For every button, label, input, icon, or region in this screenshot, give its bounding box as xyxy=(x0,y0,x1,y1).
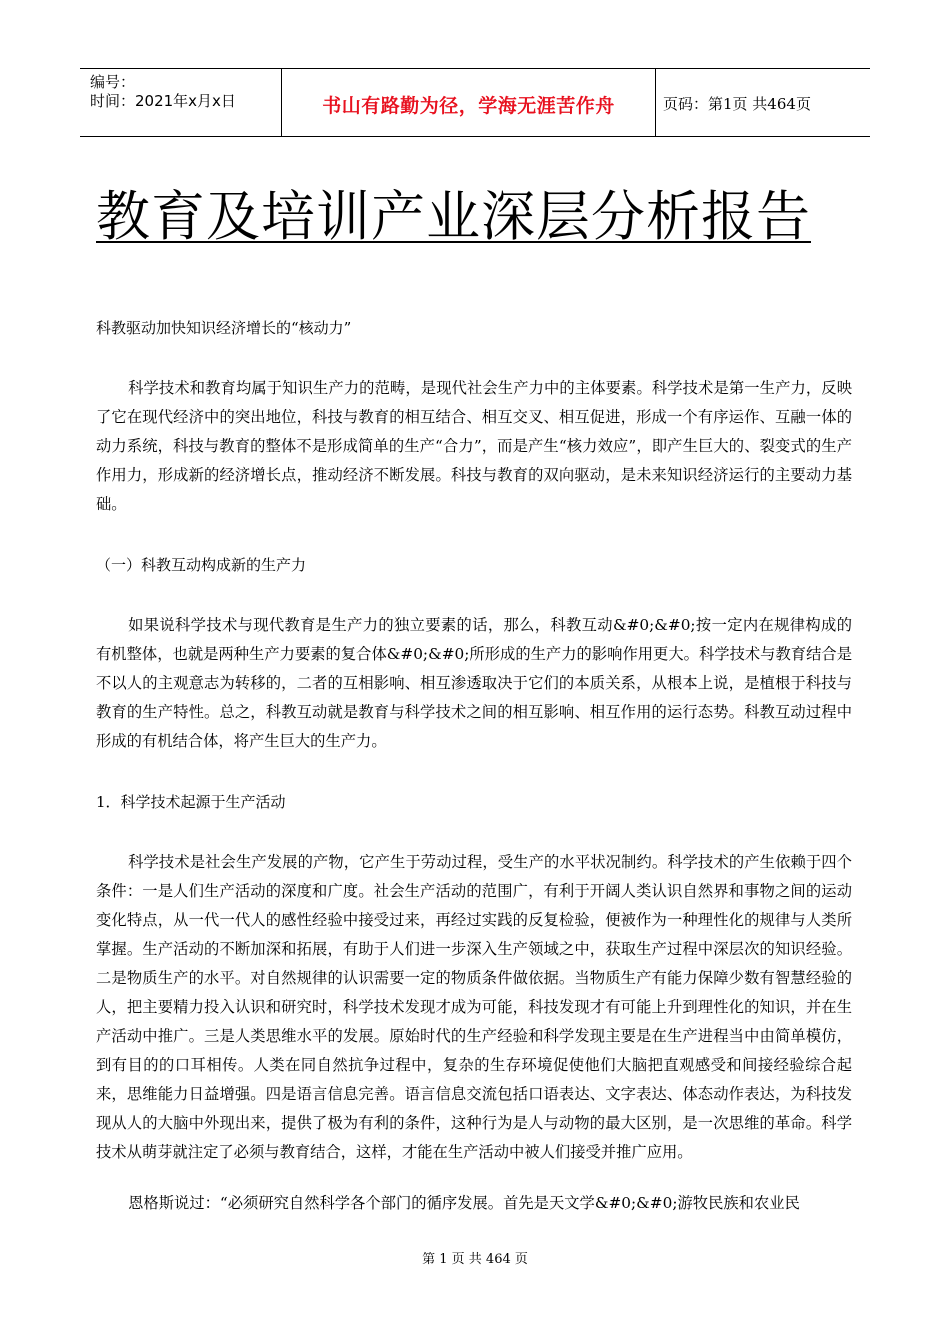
motto-text: 书山有路勤为径，学海无涯苦作舟 xyxy=(322,95,615,117)
section-heading: （一）科教互动构成新的生产力 xyxy=(96,556,307,574)
document-title: 教育及培训产业深层分析报告 xyxy=(96,185,811,248)
number-label: 编号： xyxy=(90,73,136,91)
section-heading: 1．科学技术起源于生产活动 xyxy=(96,793,286,811)
page-footer: 第 1 页 共 464 页 xyxy=(422,1252,528,1267)
section-heading: 科教驱动加快知识经济增长的“核动力” xyxy=(96,319,352,337)
body-paragraph: 如果说科学技术与现代教育是生产力的独立要素的话，那么，科教互动&#0;&#0;按一定内在规律构成的有机整体，也就是两种生产力要素的复合体&#0;&#0;所形成的生产力的影响作用更大。科学技术与教育结合是不以人的主观意志为转移的，二者的互相影响、相互渗透取决于它们的本质关系，从根本上说，是植根于科技与教育的生产特性。总之，科教互动就是教育与科学技术之间的相互影响、相互作用的运行态势。科教互动过程中形成的有机结合体，将产生巨大的生产力。 xyxy=(96,616,852,750)
body-paragraph: 恩格斯说过：“必须研究自然科学各个部门的循序发展。首先是天文学&#0;&#0;游牧民族和农业民 xyxy=(128,1194,800,1212)
body-paragraph: 科学技术和教育均属于知识生产力的范畴，是现代社会生产力中的主体要素。科学技术是第一生产力，反映了它在现代经济中的突出地位，科技与教育的相互结合、相互交叉、相互促进，形成一个有序运作、互融一体的动力系统，科技与教育的整体不是形成简单的生产“合力”，而是产生“核力效应”，即产生巨大的、裂变式的生产作用力，形成新的经济增长点，推动经济不断发展。科技与教育的双向驱动，是未来知识经济运行的主要动力基础。 xyxy=(96,379,852,513)
header-meta-cell xyxy=(80,69,281,136)
header-motto-cell xyxy=(281,69,656,136)
document-header xyxy=(80,68,870,137)
document-body xyxy=(96,318,852,1218)
body-paragraph: 科学技术是社会生产发展的产物，它产生于劳动过程，受生产的水平状况制约。科学技术的产生依赖于四个条件：一是人们生产活动的深度和广度。社会生产活动的范围广，有利于开阔人类认识自然界和事物之间的运动变化特点，从一代一代人的感性经验中接受过来，再经过实践的反复检验，便被作为一种理性化的规律与人类所掌握。生产活动的不断加深和拓展，有助于人们进一步深入生产领域之中，获取生产过程中深层次的知识经验。二是物质生产的水平。对自然规律的认识需要一定的物质条件做依据。当物质生产有能力保障少数有智慧经验的人，把主要精力投入认识和研究时，科学技术发现才成为可能，科技发现才有可能上升到理性化的知识，并在生产活动中推广。三是人类思维水平的发展。原始时代的生产经验和科学发现主要是在生产进程当中由简单模仿，到有目的的口耳相传。人类在同自然抗争过程中，复杂的生存环境促使他们大脑把直观感受和间接经验综合起来，思维能力日益增强。四是语言信息完善。语言信息交流包括口语表达、文字表达、体态动作表达，为科技发现从人的大脑中外现出来，提供了极为有利的条件，这种行为是人与动物的最大区别，是一次思维的革命。科学技术从萌芽就注定了必须与教育结合，这样，才能在生产活动中被人们接受并推广应用。 xyxy=(96,853,852,1161)
header-page-cell xyxy=(655,69,870,136)
time-label: 时间：2021年x月x日 xyxy=(90,92,236,110)
page-info: 页码：第1页 共464页 xyxy=(663,95,811,113)
